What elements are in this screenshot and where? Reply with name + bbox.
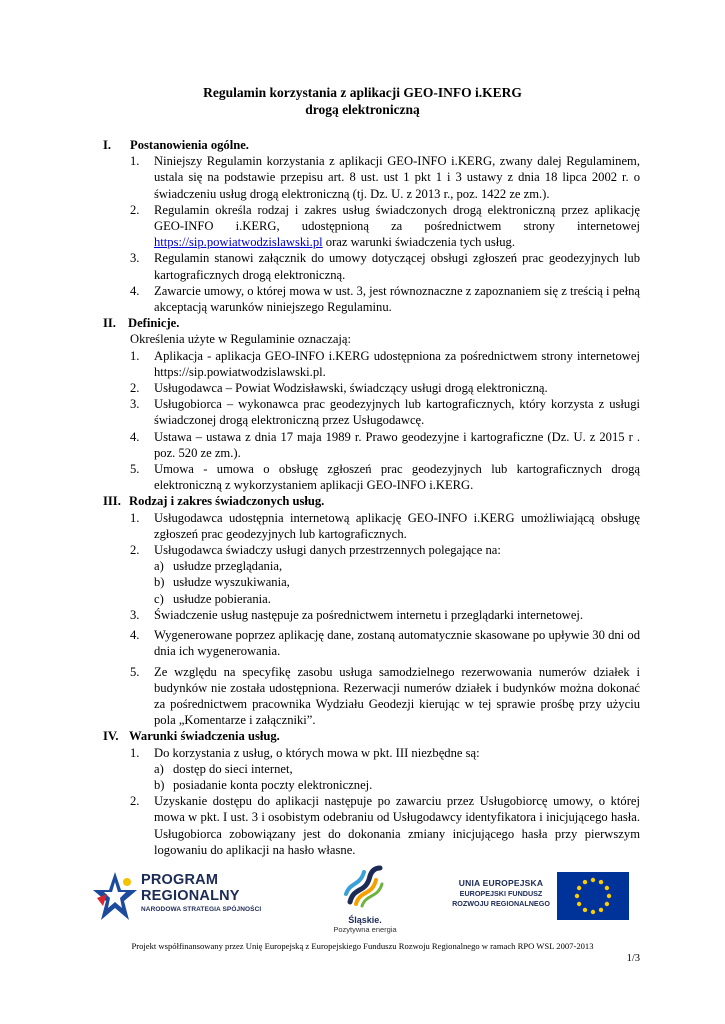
sub-letter: a) [154,559,164,574]
ue-line-3: ROZWOJU REGIONALNEGO [452,899,550,908]
title-line-1: Regulamin korzystania z aplikacji GEO-INFO i.KERG [203,85,522,100]
item-text-before: Regulamin określa rodzaj i zakres usług świadczonych drogą elektroniczną przez aplikację GEO-INFO i.KERG, udostępnioną za pośrednictwem strony internetowej [154,202,640,234]
list-item [130,348,640,380]
item-text: Usługodawca – Powiat Wodzisławski, świadczący usługi drogą elektroniczną. [154,381,548,396]
item-text: Regulamin stanowi załącznik do umowy dotyczącej obsługi zgłoszeń prac geodezyjnych lub kartograficznych drogą elektroniczną. [154,251,640,282]
sip-website-link[interactable]: https://sip.powiatwodzislawski.pl [154,235,323,250]
funding-logos [0,858,725,938]
section-intro: Określenia użyte w Regulaminie oznaczają: [130,332,351,347]
section-2-list [130,348,640,494]
item-text: Ustawa – ustawa z dnia 17 maja 1989 r. Prawo geodezyjne i kartograficzne (Dz. U. z 2015 r . poz. 520 ze zm.). [154,429,640,460]
section-title: Definicje. [128,316,180,331]
item-text-after: oraz warunki świadczenia tych usług. [322,235,515,250]
item-text: Aplikacja - aplikacja GEO-INFO i.KERG udostępniona za pośrednictwem strony internetowej https://sip.powiatwodzislawski.pl. [154,348,640,379]
item-number: 4. [130,283,140,298]
list-item [130,396,640,428]
sub-item [154,574,640,590]
sub-item [154,558,640,574]
section-4-list [130,745,640,858]
document-body [103,137,640,858]
program-line-1: PROGRAM [141,872,219,888]
sub-text: usłudze pobierania. [173,591,271,606]
section-heading-4 [103,728,640,744]
list-item [130,153,640,202]
sub-text: posiadanie konta poczty elektronicznej. [173,777,373,792]
item-number: 1. [130,510,140,525]
list-item [130,664,640,729]
slaskie-tagline: Pozytywna energia [333,925,397,934]
section-title: Postanowienia ogólne. [130,138,249,152]
funding-footer-note: Projekt współfinansowany przez Unię Europejską z Europejskiego Funduszu Rozwoju Regionalnego w ramach RPO WSL 2007-2013 [131,941,594,951]
ue-line-2: EUROPEJSKI FUNDUSZ [459,889,543,898]
item-number: 2. [130,202,140,217]
item-number: 2. [130,794,140,809]
eu-flag-icon [557,872,629,920]
list-item [130,793,640,858]
section-heading-2 [103,315,640,331]
eu-fund-logo [442,872,642,922]
title-line-2: drogą elektroniczną [305,102,420,117]
sub-list [154,558,640,607]
section-number: II. [103,316,116,331]
slaskie-name: Śląskie. [348,915,382,925]
sub-text: usłudze przeglądania, [173,559,283,574]
sub-item [154,591,640,607]
list-item [130,607,640,623]
item-text-block [154,745,640,794]
section-number: IV. [103,729,119,744]
item-text: Zawarcie umowy, o której mowa w ust. 3, jest równoznaczne z zapoznaniem się z treścią i pełną akceptacją warunków niniejszego Regulaminu. [154,283,640,315]
list-item [130,542,640,607]
item-text: Niniejszy Regulamin korzystania z aplikacji GEO-INFO i.KERG, zwany dalej Regulaminem, ustala się na podstawie przepisu art. 8 ust. ust 1 pkt 1 i 3 ustawy z dnia 18 lipca 2002 r. o świadczeniu usług drogą elektroniczną (tj. Dz. U. z 2013 r., poz. 1422 ze zm.). [154,154,640,201]
program-line-3: NARODOWA STRATEGIA SPÓJNOŚCI [141,906,262,913]
sub-text: usłudze wyszukiwania, [173,575,290,590]
list-item [130,250,640,282]
section-1-list [130,153,640,315]
item-text [154,202,640,251]
program-regionalny-logo [93,870,273,926]
list-item [130,745,640,794]
sub-text: dostęp do sieci internet, [173,761,293,776]
list-item [130,429,640,461]
list-item [130,380,640,396]
item-text: Do korzystania z usług, o których mowa w pkt. III niezbędne są: [154,745,480,760]
sub-letter: c) [154,591,164,606]
item-number: 4. [130,628,140,643]
list-item [130,510,640,542]
item-number: 2. [130,381,140,396]
item-number: 3. [130,607,140,622]
section-title: Rodzaj i zakres świadczonych usług. [129,494,325,509]
list-item [130,202,640,251]
item-text: Świadczenie usług następuje za pośrednictwem internetu i przeglądarki internetowej. [154,607,584,622]
sub-item [154,777,640,793]
list-item [130,461,640,493]
item-text: Usługodawca świadczy usługi danych przestrzennych polegające na: [154,543,501,558]
section-title: Warunki świadczenia usług. [129,729,280,744]
item-text: Umowa - umowa o obsługę zgłoszeń prac geodezyjnych lub kartograficznych drogą elektroniczną z wykorzystaniem aplikacji GEO-INFO i.KERG. [154,462,640,493]
document-title [0,84,725,118]
sub-item [154,761,640,777]
section-heading-1 [103,137,640,153]
sub-letter: b) [154,575,165,590]
list-item [130,627,640,659]
item-number: 5. [130,462,140,477]
sub-list [154,761,640,793]
item-number: 1. [130,348,140,363]
section-3-list [130,510,640,729]
item-number: 3. [130,397,140,412]
item-text: Ze względu na specyfikę zasobu usługa samodzielnego rezerwowania numerów działek i budynków nie została udostępniona. Rezerwacji numerów działek i budynków można dokonać za pośrednictwem pracownika Wydziału Geodezji kierując w tej sprawie prośbę przy użyciu pola „Komentarze i załączniki”. [154,664,640,728]
item-number: 1. [130,154,140,169]
eu-fund-text [442,878,560,908]
page-number: 1/3 [626,953,640,964]
item-text-block [154,542,640,607]
section-number: I. [103,138,112,152]
item-text: Wygenerowane poprzez aplikację dane, zostaną automatycznie skasowane po upływie 30 dni od dnia ich wygenerowania. [154,628,640,659]
item-text: Usługobiorca – wykonawca prac geodezyjnych lub kartograficznych, który korzysta z usługi świadczonej drogą elektroniczną przez Usługodawcę. [154,397,640,428]
item-number: 1. [130,745,140,760]
item-number: 4. [130,429,140,444]
ue-line-1: UNIA EUROPEJSKA [458,878,544,888]
item-text: Uzyskanie dostępu do aplikacji następuje po zawarciu przez Usługobiorcę umowy, o której mowa w pkt. I ust. 3 i osobistym odebraniu od Usługodawcy identyfikatora i inicjującego hasła. Usługobiorca zobowiązany jest do dokonania zmiany inicjującego hasła przy pierwszym logowaniu do aplikacji na hasło własne. [154,794,640,857]
section-heading-3 [103,493,640,509]
slaskie-wave-icon [340,864,390,908]
sub-letter: b) [154,777,165,792]
program-regionalny-star-icon [93,870,139,924]
item-text: Usługodawca udostępnia internetową aplikację GEO-INFO i.KERG umożliwiającą obsługę zgłoszeń prac geodezyjnych lub kartograficznych. [154,510,640,541]
item-number: 2. [130,543,140,558]
section-number: III. [103,494,121,509]
program-line-2: REGIONALNY [141,888,240,904]
item-number: 3. [130,251,140,266]
list-item [130,283,640,315]
slaskie-logo [320,864,410,934]
item-number: 5. [130,664,140,679]
sub-letter: a) [154,761,164,776]
program-regionalny-text [141,872,261,913]
